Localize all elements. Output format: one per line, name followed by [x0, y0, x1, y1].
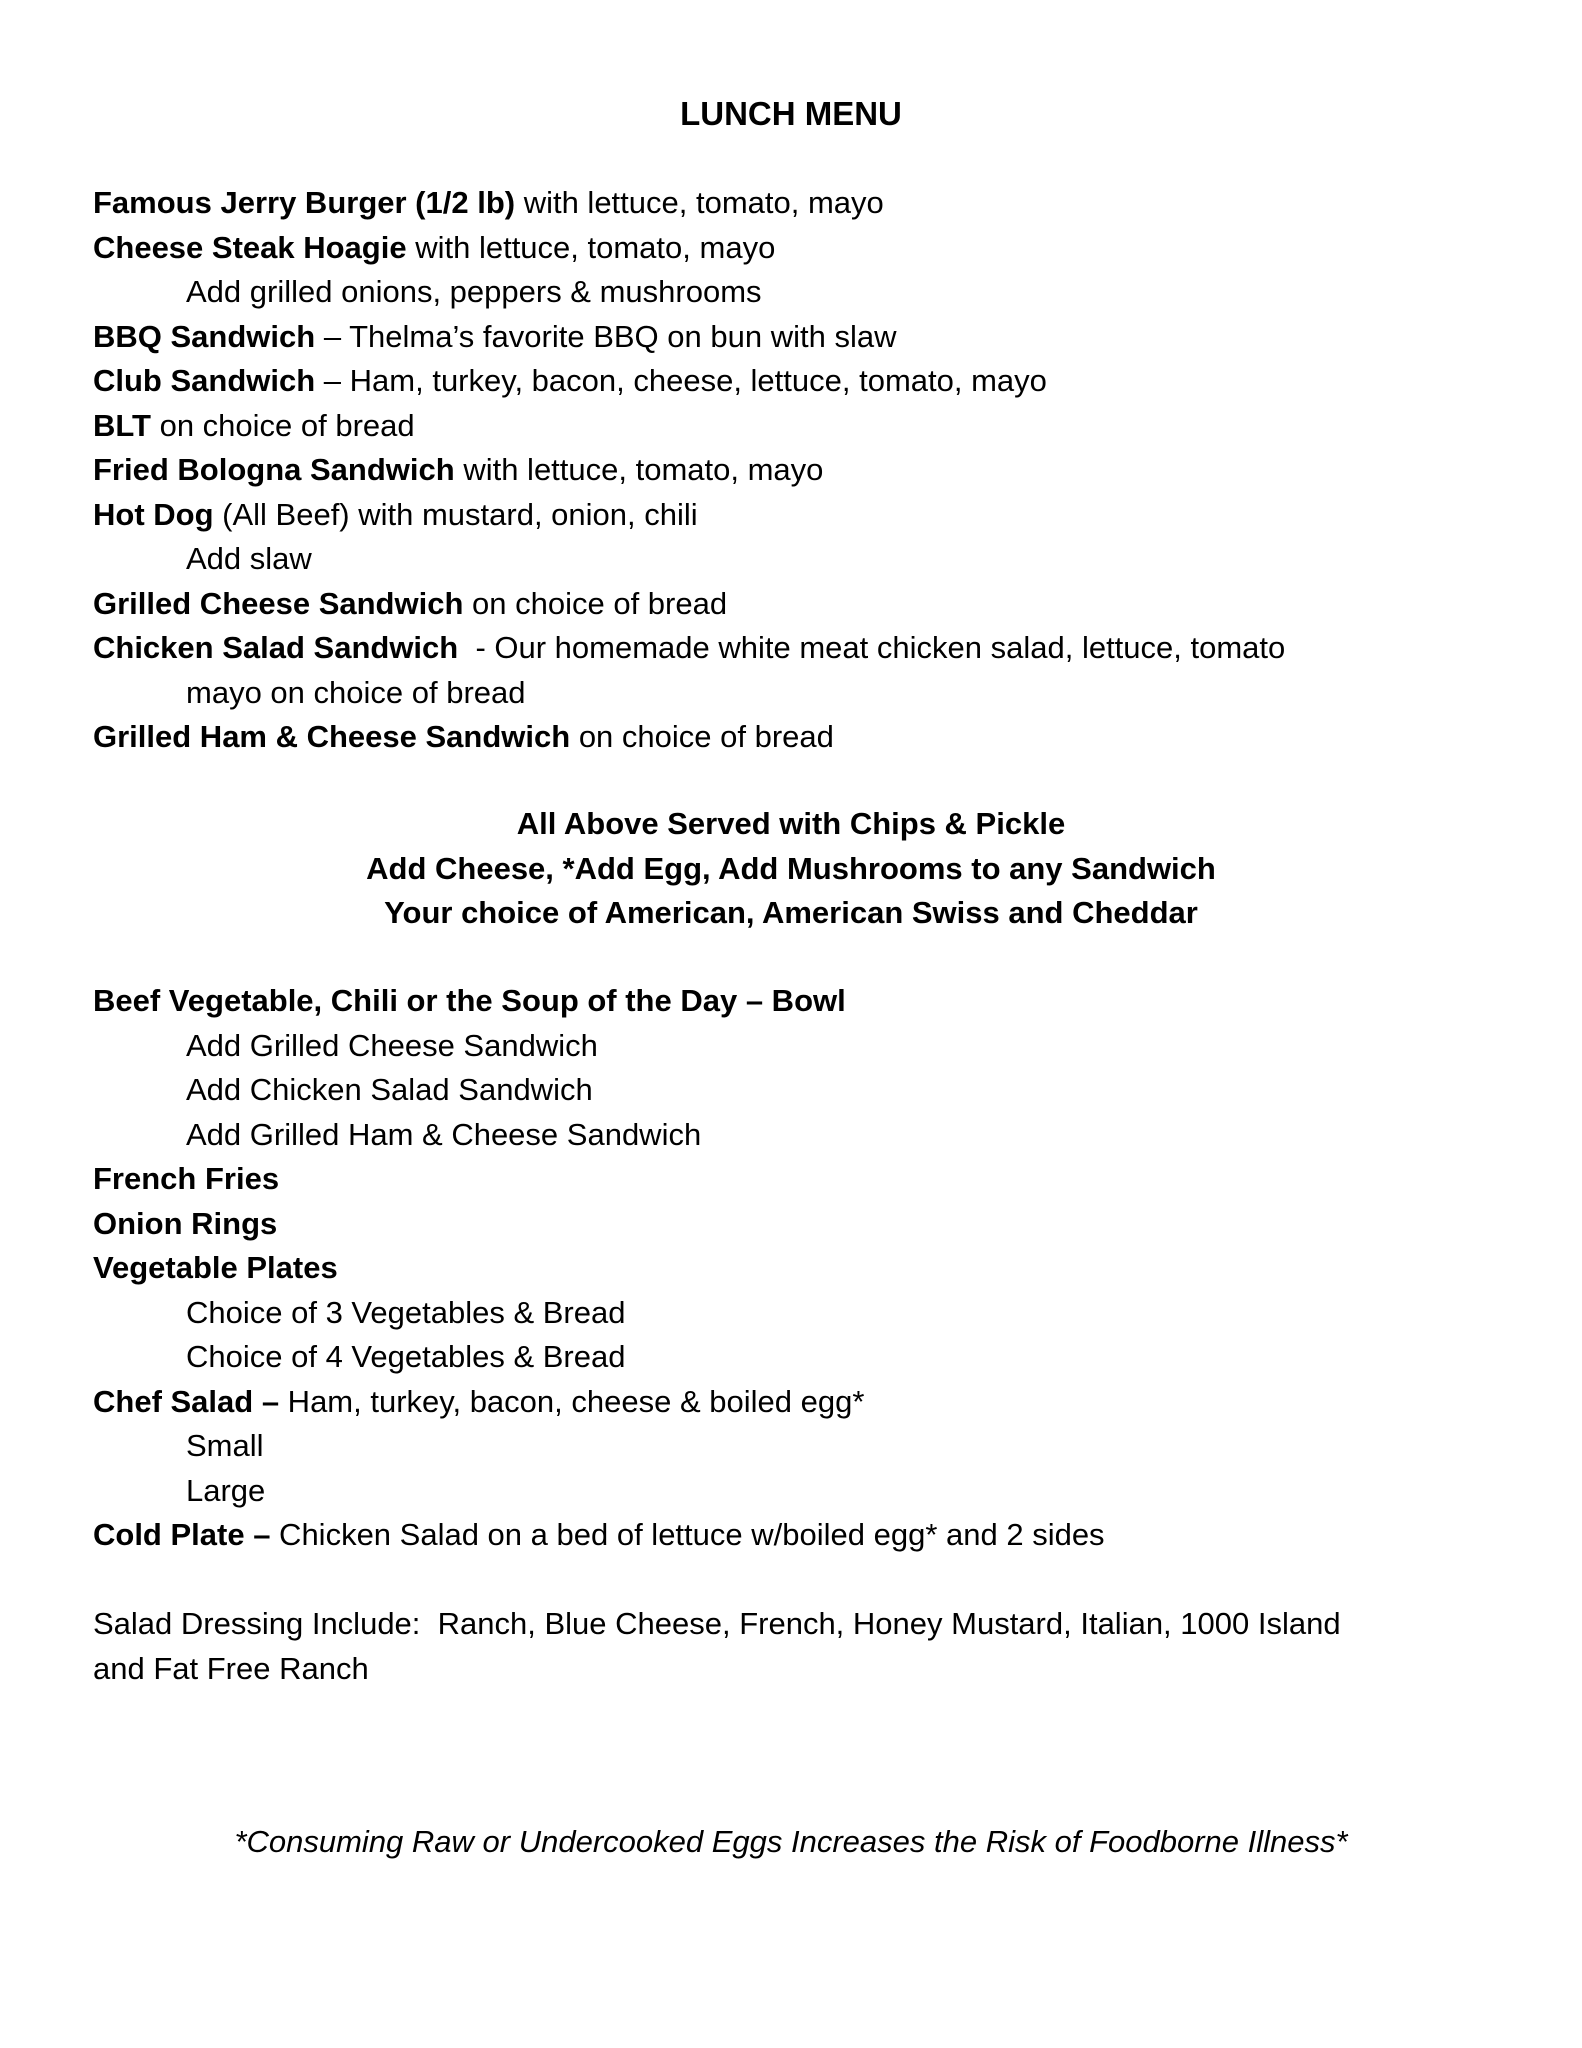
menu-item [93, 582, 1513, 627]
item-name: Beef Vegetable, Chili or the Soup of the Day – Bowl [93, 983, 846, 1018]
menu-item [93, 315, 1513, 360]
menu-item [93, 404, 1513, 449]
item-name: Grilled Ham & Cheese Sandwich [93, 719, 571, 754]
item-desc: with lettuce, tomato, mayo [454, 452, 824, 487]
menu-item [93, 1513, 1513, 1558]
item-desc: on choice of bread [463, 585, 728, 621]
note-line: Your choice of American, American Swiss and Cheddar [384, 895, 1198, 930]
item-name: Vegetable Plates [93, 1250, 338, 1285]
menu-addon: Choice of 4 Vegetables & Bread [186, 1339, 626, 1374]
item-desc: – Thelma’s favorite BBQ on bun with slaw [315, 318, 897, 354]
item-desc: - Our homemade white meat chicken salad, lettuce, tomato [458, 630, 1286, 665]
item-name: French Fries [93, 1161, 280, 1196]
dressing-line: and Fat Free Ranch [93, 1650, 369, 1686]
menu-item [93, 979, 1513, 1024]
salad-dressing-note [93, 1602, 1513, 1691]
menu-addon: Large [186, 1472, 266, 1508]
item-name: Club Sandwich [93, 363, 316, 398]
item-desc: Chicken Salad on a bed of lettuce w/boiled egg* and 2 sides [270, 1517, 1105, 1552]
menu-addon: Add Chicken Salad Sandwich [186, 1072, 593, 1107]
egg-disclaimer: *Consuming Raw or Undercooked Eggs Increases the Risk of Foodborne Illness* [234, 1824, 1348, 1859]
menu-item [93, 359, 1513, 404]
menu-item [93, 1202, 1513, 1247]
item-name: Cheese Steak Hoagie [93, 229, 407, 265]
menu-addon: Add Grilled Ham & Cheese Sandwich [186, 1116, 702, 1152]
served-with-notes [0, 802, 1582, 936]
menu-addon: Add Grilled Cheese Sandwich [186, 1027, 598, 1063]
menu-addon: mayo on choice of bread [186, 674, 526, 710]
sandwich-list [93, 181, 1513, 760]
item-name: BBQ Sandwich [93, 318, 316, 354]
menu-item [93, 1157, 1513, 1202]
page-title: LUNCH MENU [680, 95, 902, 132]
menu-item [93, 448, 1513, 493]
menu-item [93, 1246, 1513, 1291]
item-name: Cold Plate – [93, 1517, 271, 1552]
item-desc: with lettuce, tomato, mayo [406, 229, 776, 265]
item-name: Chicken Salad Sandwich [93, 630, 459, 665]
sides-list [93, 979, 1513, 1558]
menu-addon: Small [186, 1428, 264, 1463]
item-name: Fried Bologna Sandwich [93, 452, 455, 487]
menu-addon: Add slaw [186, 541, 312, 576]
item-name: Famous Jerry Burger (1/2 lb) [93, 185, 516, 220]
item-desc: on choice of bread [570, 719, 834, 754]
menu-item [93, 626, 1513, 671]
item-name: Onion Rings [93, 1205, 278, 1241]
note-line: Add Cheese, *Add Egg, Add Mushrooms to any Sandwich [366, 850, 1216, 886]
menu-item [93, 226, 1513, 271]
item-desc: Ham, turkey, bacon, cheese & boiled egg* [279, 1383, 865, 1419]
item-name: Grilled Cheese Sandwich [93, 585, 464, 621]
item-name: BLT [93, 407, 151, 443]
menu-item [93, 181, 1513, 226]
item-desc: (All Beef) with mustard, onion, chili [213, 496, 698, 532]
menu-addon: Add grilled onions, peppers & mushrooms [186, 274, 762, 309]
menu-addon: Choice of 3 Vegetables & Bread [186, 1294, 626, 1330]
menu-item [93, 1380, 1513, 1425]
item-desc: with lettuce, tomato, mayo [515, 185, 884, 220]
item-desc: – Ham, turkey, bacon, cheese, lettuce, tomato, mayo [315, 363, 1047, 398]
menu-item [93, 493, 1513, 538]
item-name: Hot Dog [93, 496, 214, 532]
item-desc: on choice of bread [150, 407, 415, 443]
dressing-line: Salad Dressing Include: Ranch, Blue Cheese, French, Honey Mustard, Italian, 1000 Island [93, 1606, 1341, 1641]
note-line: All Above Served with Chips & Pickle [516, 806, 1066, 841]
menu-item [93, 715, 1513, 760]
item-name: Chef Salad – [93, 1383, 280, 1419]
